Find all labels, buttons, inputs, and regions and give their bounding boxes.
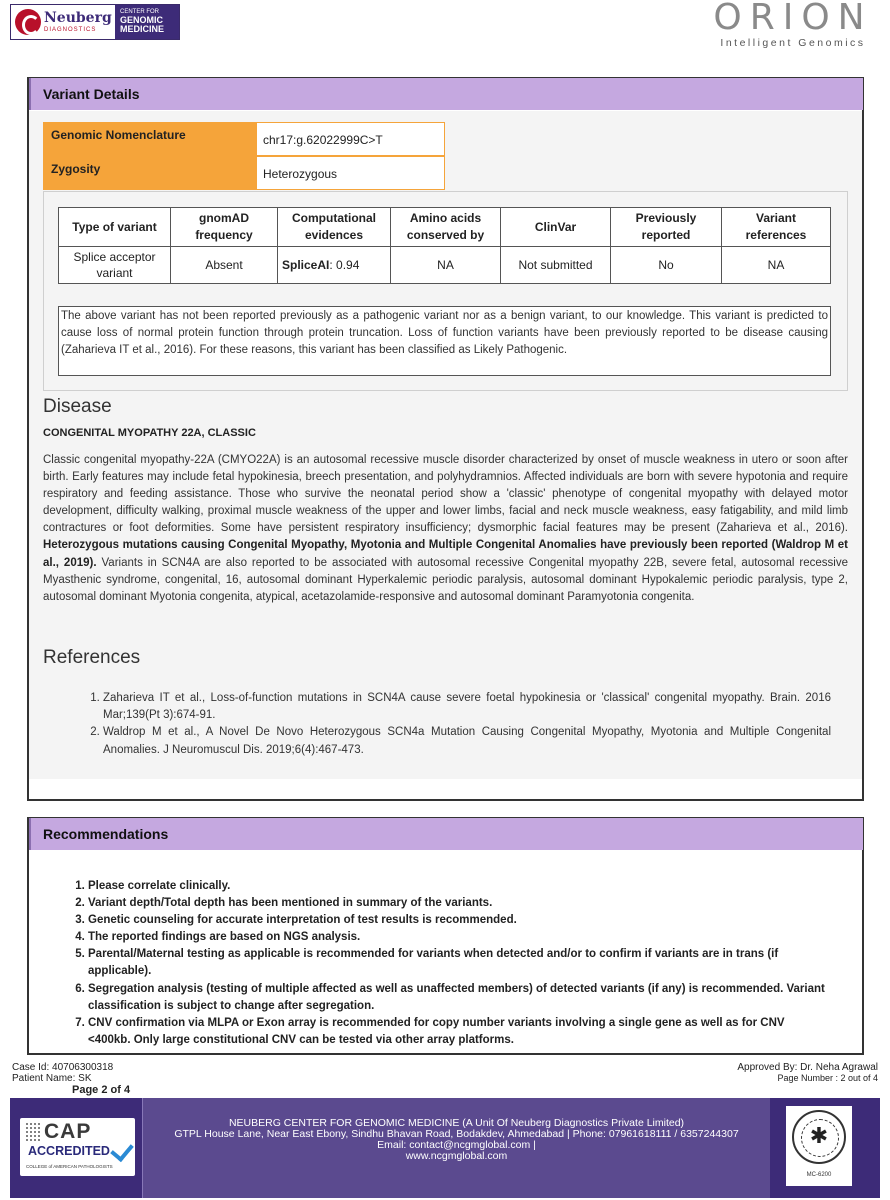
neuberg-name: Neuberg xyxy=(44,10,112,26)
checkmark-icon xyxy=(110,1138,134,1162)
table-header: ClinVar xyxy=(501,208,611,247)
patient-name: Patient Name: SK xyxy=(12,1073,92,1084)
table-header-row xyxy=(59,208,831,247)
references-heading: References xyxy=(43,647,141,668)
cell-gnomad: Absent xyxy=(171,247,278,284)
table-row xyxy=(59,247,831,284)
disease-bold-text: Heterozygous mutations causing Congenital Myopathy, Myotonia and Multiple Congenital Anomalies have previously been reported (Waldrop M et al., 2019). xyxy=(43,539,848,569)
list-item: 6. Segregation analysis (testing of multiple affected as well as unaffected members) of detected variants (if any) is recommended. Variant classification is subject to change after segregation. xyxy=(88,981,828,1015)
cap-accredited: ACCREDITED xyxy=(28,1144,110,1158)
approved-by: Approved By: Dr. Neha Agrawal xyxy=(737,1062,878,1073)
cap-college: COLLEGE of AMERICAN PATHOLOGISTS xyxy=(26,1164,113,1169)
recommendations-header: Recommendations xyxy=(29,818,863,850)
cap-title: CAP xyxy=(44,1120,92,1143)
cap-accredited-logo xyxy=(20,1118,135,1176)
cell-computational xyxy=(278,247,391,284)
table-header: gnomAD frequency xyxy=(171,208,278,247)
cell-previously: No xyxy=(611,247,722,284)
footer-address-line: GTPL House Lane, Near East Ebony, Sindhu Bhavan Road, Bodakdev, Ahmedabad | Phone: 07961618111 / 6357244307 xyxy=(174,1128,739,1140)
center-line-3: MEDICINE xyxy=(120,24,165,35)
page-header xyxy=(0,0,890,78)
cell-clinvar: Not submitted xyxy=(501,247,611,284)
cell-type: Splice acceptor variant xyxy=(59,247,171,284)
disease-description: Classic congenital myopathy-22A (CMYO22A) is an autosomal recessive muscle disorder characterized by onset of muscle weakness in utero or soon after birth. Early features may include fetal hypokinesia, breech presentation, and polyhydramnios. Affected individuals are born with severe hypotonia and require respiratory and feeding assistance. Those who survive the neonatal period show a 'classic' phenotype of congenital myopathy with delayed motor development, difficulty walking, proximal muscle weakness of the upper and lower limbs, facial and neck muscle weakness, easy fatigability, and mild limb contractures or foot deformities. Some have persistent respiratory insufficiency; dysmorphic facial features may be present (Zaharieva et al., 2016). Heterozygous mutations causing Congenital Myopathy, Myotonia and Multiple Congenital Anomalies have previously been reported (Waldrop M et al., 2019). Variants in SCN4A are also reported to be associated with autosomal recessive Congenital myopathy 22B, severe fetal, autosomal recessive Myasthenic syndrome, congenital, 16, autosomal dominant Hyperkalemic periodic paralysis, autosomal dominant Hypokalemic periodic paralysis, type 2, autosomal dominant Myotonia congenita, atypical, acetazolamide-responsive and autosomal dominant Paramyotonia congenita. xyxy=(43,454,848,603)
orion-wordmark: ORION xyxy=(713,0,873,38)
recommendations-list xyxy=(88,878,828,1049)
footer-company: NEUBERG CENTER FOR GENOMIC MEDICINE (A Unit Of Neuberg Diagnostics Private Limited) xyxy=(228,1117,685,1129)
cell-references: NA xyxy=(722,247,831,284)
list-item: 2. Variant depth/Total depth has been mentioned in summary of the variants. xyxy=(88,895,828,912)
center-line-1: CENTER FOR xyxy=(120,9,159,16)
page-footer xyxy=(10,1098,880,1198)
genomic-nomenclature-row xyxy=(43,122,445,156)
genomic-nomenclature-value: chr17:g.62022999C>T xyxy=(256,122,445,156)
orion-tagline: Intelligent Genomics xyxy=(720,37,866,49)
table-header: Variant references xyxy=(722,208,831,247)
zygosity-row xyxy=(43,156,445,190)
page-number: Page Number : 2 out of 4 xyxy=(777,1073,878,1083)
genomic-nomenclature-label: Genomic Nomenclature xyxy=(43,122,256,156)
spliceai-label: SpliceAI xyxy=(282,258,330,272)
neuberg-emblem-icon xyxy=(15,9,41,35)
zygosity-value: Heterozygous xyxy=(256,156,445,190)
table-header: Computational evidences xyxy=(278,208,391,247)
list-item: 1. Zaharieva IT et al., Loss-of-function mutations in SCN4A cause severe foetal hypokinesia or 'classical' congenital myopathy. Brain. 2016 Mar;139(Pt 3):674-91. xyxy=(103,690,831,724)
nabl-seal-icon xyxy=(792,1110,846,1164)
case-id: Case Id: 40706300318 xyxy=(12,1062,114,1073)
orion-logo xyxy=(708,0,878,49)
cap-dots-icon xyxy=(25,1122,41,1142)
list-item: 3. Genetic counseling for accurate interpretation of test results is recommended. xyxy=(88,912,828,929)
disease-title: CONGENITAL MYOPATHY 22A, CLASSIC xyxy=(43,427,256,439)
center-line-2: GENOMIC xyxy=(120,14,164,25)
page-label: Page 2 of 4 xyxy=(72,1084,131,1096)
table-header: Amino acids conserved by xyxy=(391,208,501,247)
footer-website: www.ncgmglobal.com xyxy=(405,1150,508,1162)
footer-email: Email: contact@ncgmglobal.com | xyxy=(377,1139,536,1151)
list-item: 2. Waldrop M et al., A Novel De Novo Heterozygous SCN4a Mutation Causing Congenital Myopathy, Myotonia and Multiple Congenital Anomalies. J Neuromuscul Dis. 2019;6(4):467-473. xyxy=(103,724,831,758)
nabl-code: MC-6200 xyxy=(806,1172,832,1178)
zygosity-label: Zygosity xyxy=(43,156,256,190)
footer-address xyxy=(142,1098,770,1198)
variant-details-header: Variant Details xyxy=(29,78,863,110)
list-item: 5. Parental/Maternal testing as applicable is recommended for variants when detected and/or to confirm if variants are in trans (if applicable). xyxy=(88,946,828,980)
list-item: 1. Please correlate clinically. xyxy=(88,878,828,895)
table-header: Type of variant xyxy=(59,208,171,247)
neuberg-sub: DIAGNOSTICS xyxy=(44,27,97,33)
variant-summary: The above variant has not been reported previously as a pathogenic variant nor as a benign variant, to our knowledge. This variant is predicted to cause loss of normal protein function through protein truncation. Loss of function variants have been previously reported to be disease causing (Zaharieva IT et al., 2016). For these reasons, this variant has been classified as Likely Pathogenic. xyxy=(58,306,831,376)
disease-heading: Disease xyxy=(43,396,112,417)
list-item: 4. The reported findings are based on NGS analysis. xyxy=(88,929,828,946)
table-header: Previously reported xyxy=(611,208,722,247)
references-list xyxy=(103,690,831,759)
nabl-logo xyxy=(786,1106,852,1186)
list-item: 7. CNV confirmation via MLPA or Exon array is recommended for copy number variants involving a single gene as well as for CNV <400kb. Only large constitutional CNV can be tested via other array platforms. xyxy=(88,1015,828,1049)
variant-table xyxy=(58,207,831,284)
spliceai-value: : 0.94 xyxy=(329,258,360,272)
neuberg-logo xyxy=(10,4,180,40)
cell-amino: NA xyxy=(391,247,501,284)
